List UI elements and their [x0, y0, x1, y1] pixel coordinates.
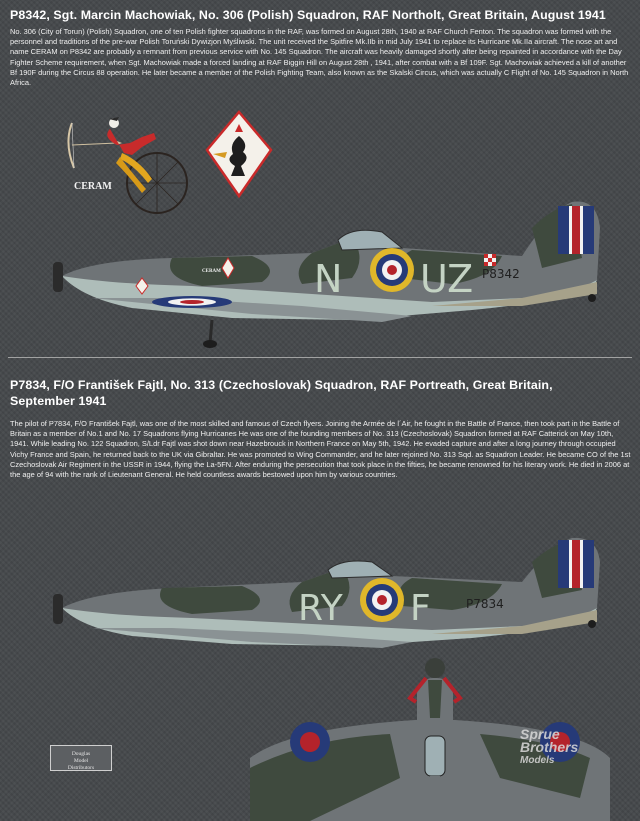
- spitfire-profile-p7834: [52, 538, 612, 658]
- sprue-brothers-logo: [520, 728, 620, 768]
- profile-title-p7834: [10, 377, 630, 409]
- section-divider: [8, 357, 632, 358]
- logo-right-line1: Sprue: [520, 726, 560, 742]
- logo-right-line2: Brothers: [520, 739, 579, 755]
- ceram-fuselage-label: CERAM: [202, 269, 221, 274]
- logo-left-line1: Douglas: [71, 751, 91, 757]
- code-letter-f: F: [410, 588, 431, 629]
- profile-title-p7834-line2: September 1941: [10, 394, 107, 408]
- douglas-model-distributors-logo: [50, 745, 112, 771]
- code-letter-n: N: [314, 257, 343, 301]
- profile-title-p8342: P8342, Sgt. Marcin Machowiak, No. 306 (Polish) Squadron, RAF Northolt, Great Britain, August 1941: [10, 8, 606, 22]
- profile-description-p7834: The pilot of P7834, F/O František Fajtl, was one of the most skilled and famous of Czech flyers. Joining the Armée de l´Air, he fought in the Battle of France, then took part in the Battle of Britain as a member of No.1 and No. 17 Squadrons flying Hurricanes He was one of the founding members of No. 313 (Czechoslovak) Squadron formed at RAF Catterick on May 10th, 1941. While leading No. 122 Squadron, S/Ldr Fajtl was shot down near Hazebrouck in Northern France on May 5th, 1942. He evaded capture and after a long journey through occupied Vichy France and Spain, he returned back to the UK via Gibraltar. He was promoted to Wing Commander, and he later rejoined No. 313 Sqd. as Squadron Leader. He became CO of the 1st Czechoslovak Air Regiment in the USSR in 1944, flying the La-5FN. After enduring the persecution that took place in the fifties, he became renowned for his literary work. He died in 2006 at the age of 94 with the rank of Lieutenant General. He held countless awards bestowed upon him by various countries.: [10, 419, 631, 480]
- squadron-badge-icon: [205, 110, 273, 200]
- profile-title-p7834-line1: P7834, F/O František Fajtl, No. 313 (Czechoslovak) Squadron, RAF Portreath, Great Britain,: [10, 378, 553, 392]
- ceram-label: CERAM: [74, 181, 112, 192]
- profile-description-p8342: No. 306 (City of Torun) (Polish) Squadron, one of ten Polish fighter squadrons in the RAF, was formed on August 28th, 1940 at RAF Church Fenton. The squadron was formed with the personnel and traditions of the pre-war Polish Toruński Dywizjon Myśliwski. The unit received the Spitfire Mk.IIb in mid July 1941 to replace its Hurricane Mk.IIa aircraft. The nose art and name CERAM on P8342 are probably a remnant from previous service with No. 145 Squadron. The aircraft was heavily damaged shortly after being repainted in accordance with the Day Fighter Scheme requirement, when Sgt. Machowiak made a forced landing at RAF Biggin Hill on August 28th , 1941, after combat with a Bf 109F. Sgt. Machowiak achieved a kill of another Bf 190F during the Circus 88 operation. He later became a member of the Polish Fighting Team, also known as the Skalski Circus, which was actually C Flight of No. 145 Squadron in North Africa.: [10, 27, 629, 88]
- spitfire-profile-p8342: [52, 198, 612, 353]
- serial-p7834: P7834: [466, 597, 504, 611]
- serial-p8342: P8342: [482, 267, 520, 281]
- polish-checkerboard-icon: [484, 254, 496, 266]
- logo-left-line3: Distributors: [67, 765, 95, 771]
- code-letters-ry: RY: [298, 588, 343, 629]
- logo-left-line2: Model: [73, 758, 89, 764]
- code-letters-uz: UZ: [420, 257, 474, 301]
- logo-right-line3: Models: [520, 755, 555, 766]
